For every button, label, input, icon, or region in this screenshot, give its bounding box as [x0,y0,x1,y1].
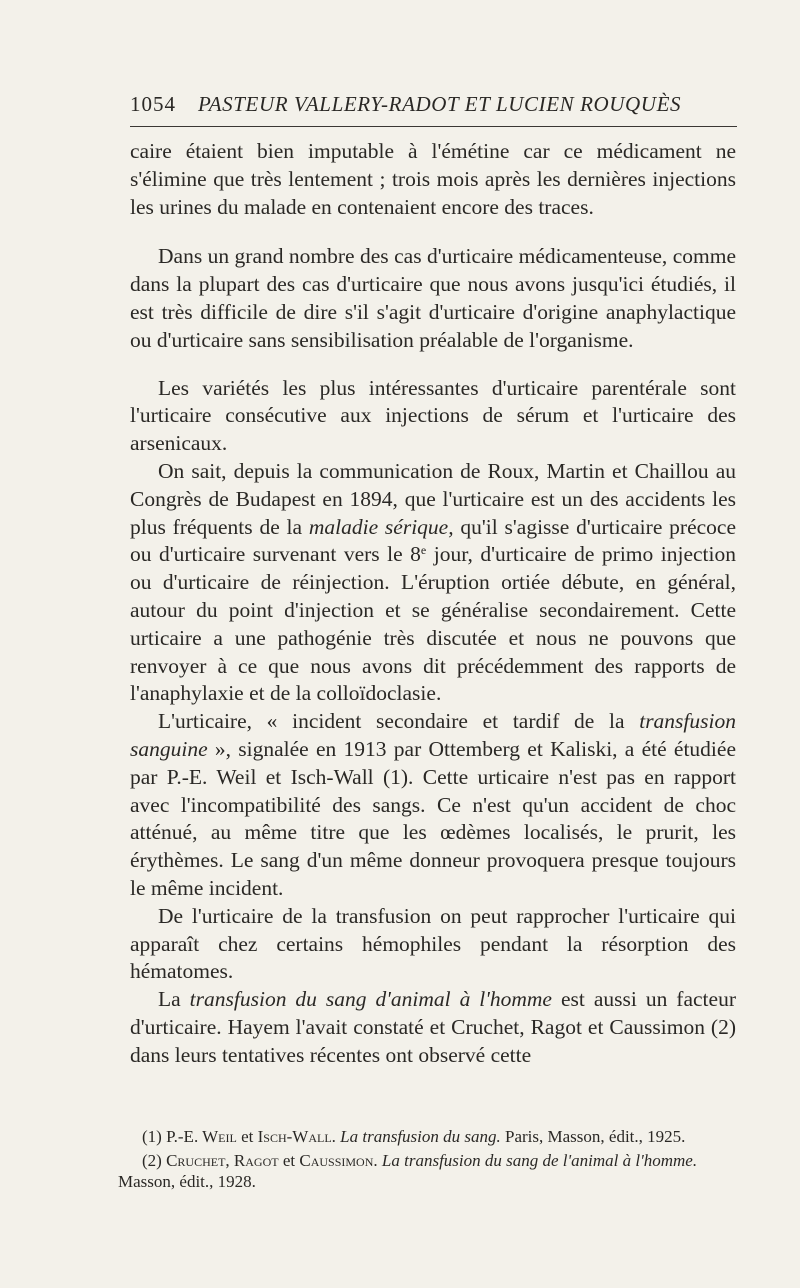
paragraph-2: Dans un grand nombre des cas d'urticaire médicamenteuse, comme dans la plupart des cas d'urticaire que nous avons jusqu'ici étudiés, il est très difficile de dire s'il s'agit d'urticaire d'origine anaphylactique ou d'urticaire sans sensibilisation préalable de l'organisme. [130,244,736,352]
paragraph-6: De l'urticaire de la transfusion on peut rapprocher l'urticaire qui apparaît chez certains hémophiles pendant la résorption des hématomes. [130,903,736,984]
header-rule [130,126,737,127]
paragraph-7: La transfusion du sang d'animal à l'homme est aussi un facteur d'urticaire. Hayem l'avait constaté et Cruchet, Ragot et Caussimon (2) dans leurs tentatives récentes ont observé cette [130,987,736,1067]
page-number: 1054 [130,91,176,116]
paragraph-3: Les variétés les plus intéressantes d'urticaire parentérale sont l'urticaire consécutive aux injections de sérum et l'urticaire des arsenicaux. [130,375,736,456]
page-header [130,88,735,120]
footnote-2: (2) Cruchet, Ragot et Caussimon. La transfusion du sang de l'animal à l'homme. Masson, édit., 1928. [118,1150,698,1191]
paragraph-4: On sait, depuis la communication de Roux, Martin et Chaillou au Congrès de Budapest en 1894, que l'urticaire est un des accidents les plus fréquents de la maladie sérique, qu'il s'agisse d'urticaire précoce ou d'urticaire survenant vers le 8e jour, d'urticaire de primo injection ou d'urticaire de réinjection. L'éruption ortiée débute, en général, autour du point d'injection et se généralise secondairement. Cette urticaire a une pathogénie très discutée et nous ne pouvons que renvoyer à ce que nous avons dit précédemment des rapports de l'anaphylaxie et de la colloïdoclasie. [130,458,736,706]
running-head: PASTEUR VALLERY-RADOT ET LUCIEN ROUQUÈS [198,91,682,116]
paragraph-5: L'urticaire, « incident secondaire et tardif de la transfusion sanguine », signalée en 1913 par Ottemberg et Kaliski, a été étudiée par P.-E. Weil et Isch-Wall (1). Cette urticaire n'est pas en rapport avec l'incompatibilité des sangs. Ce n'est qu'un accident de choc atténué, au même titre que les œdèmes localisés, le prurit, les érythèmes. Le sang d'un même donneur provoquera presque toujours le même incident. [130,709,736,900]
paragraph-1: caire étaient bien imputable à l'émétine car ce médicament ne s'élimine que très lentement ; trois mois après les dernières injections les urines du malade en contenaient encore des traces. [130,139,736,219]
body-text [130,138,736,1070]
footnote-1: (1) P.-E. Weil et Isch-Wall. La transfusion du sang. Paris, Masson, édit., 1925. [142,1127,686,1146]
footnotes [118,1126,738,1195]
